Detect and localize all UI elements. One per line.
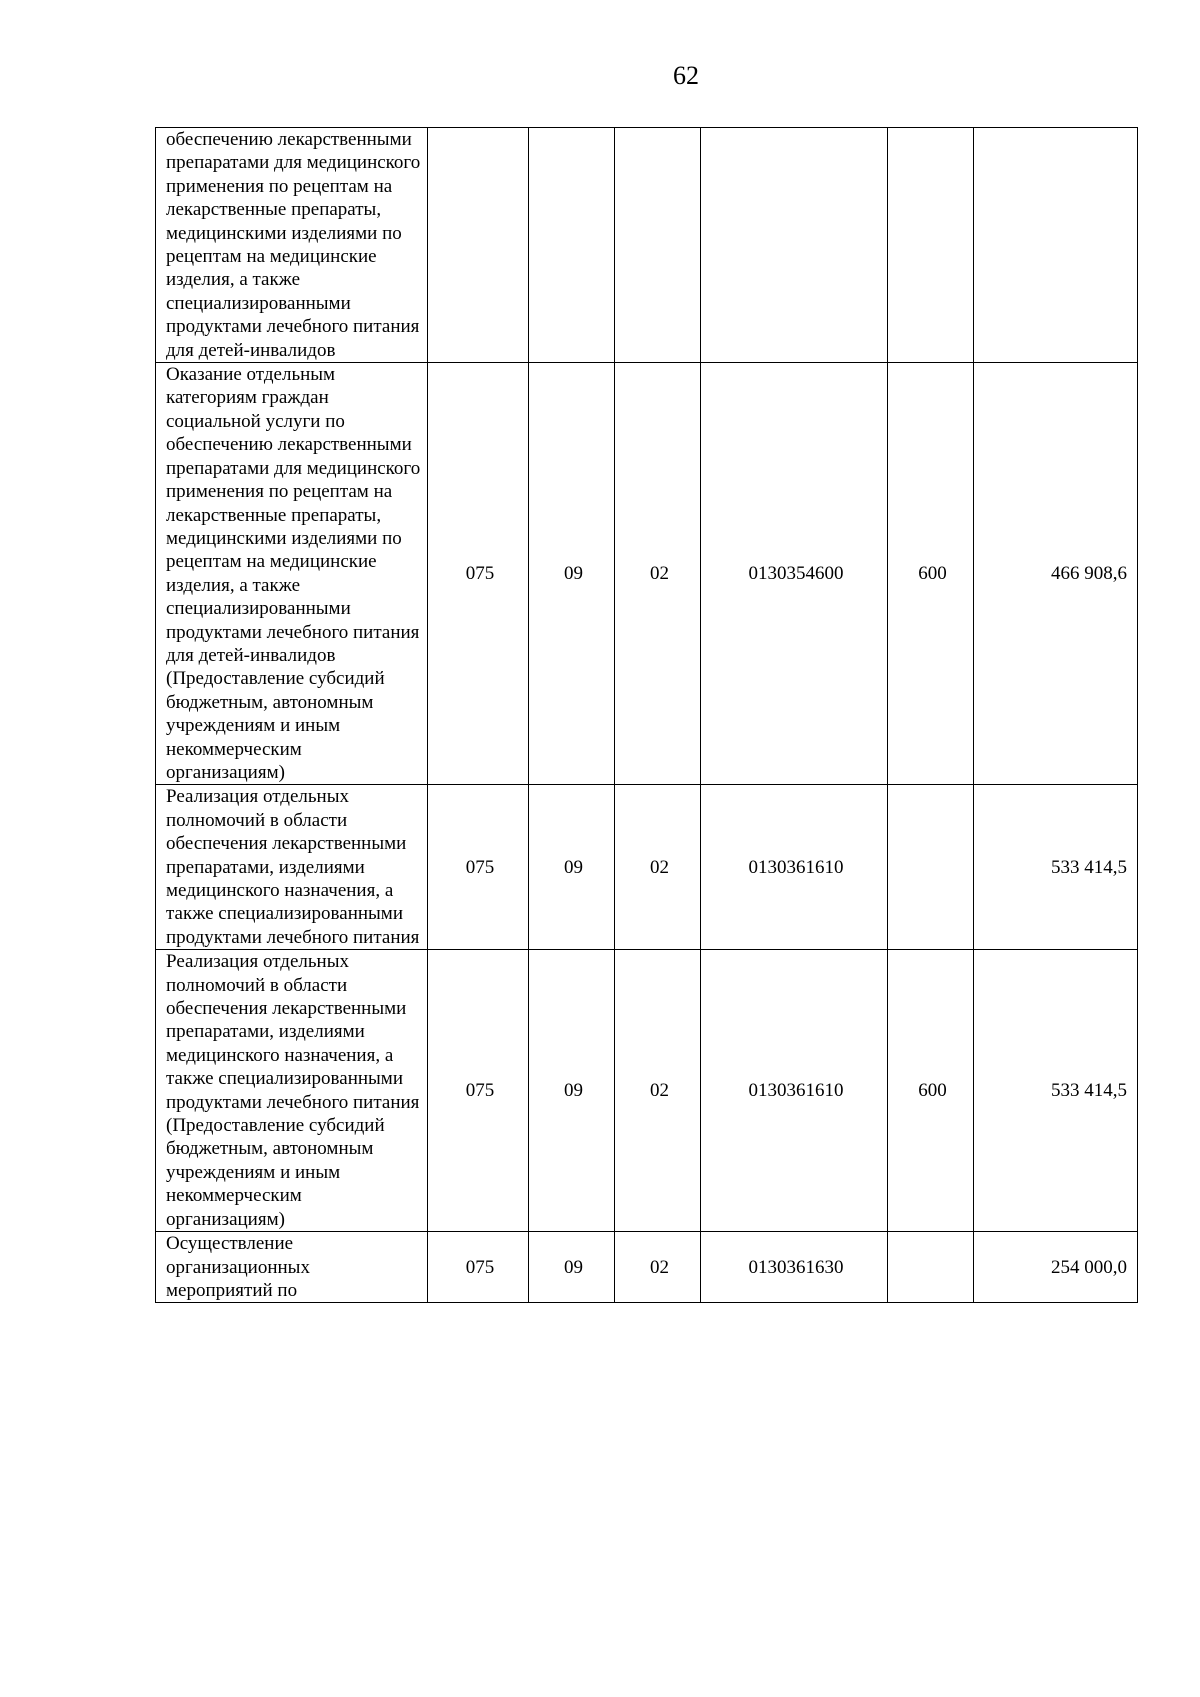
subsection-code: 02: [615, 785, 701, 950]
section-code: [529, 128, 615, 363]
ministry-code: 075: [428, 785, 529, 950]
row-name: Реализация отдельных полномочий в области обеспечения лекарственными препаратами, изделиями медицинского назначения, а также специализированными продуктами лечебного питания (Предоставление субсидий бюджетным, автономным учреждениям и иным некоммерческим организациям): [156, 950, 428, 1232]
expense-type-code: 600: [888, 363, 974, 785]
expense-type-code: 600: [888, 950, 974, 1232]
table-row: [156, 950, 1138, 1232]
amount: [974, 128, 1138, 363]
row-name: Осуществление организационных мероприятий по: [156, 1232, 428, 1303]
subsection-code: 02: [615, 1232, 701, 1303]
section-code: 09: [529, 785, 615, 950]
target-code: [701, 128, 888, 363]
subsection-code: 02: [615, 950, 701, 1232]
ministry-code: 075: [428, 1232, 529, 1303]
row-name: Реализация отдельных полномочий в области обеспечения лекарственными препаратами, изделиями медицинского назначения, а также специализированными продуктами лечебного питания: [156, 785, 428, 950]
amount: 466 908,6: [974, 363, 1138, 785]
target-code: 0130361610: [701, 950, 888, 1232]
target-code: 0130361610: [701, 785, 888, 950]
amount: 533 414,5: [974, 950, 1138, 1232]
row-name: обеспечению лекарственными препаратами для медицинского применения по рецептам на лекарственные препараты, медицинскими изделиями по рецептам на медицинские изделия, а также специализированными продуктами лечебного питания для детей-инвалидов: [156, 128, 428, 363]
ministry-code: 075: [428, 363, 529, 785]
budget-table: [155, 127, 1138, 1303]
target-code: 0130354600: [701, 363, 888, 785]
table-row: [156, 1232, 1138, 1303]
expense-type-code: [888, 785, 974, 950]
ministry-code: 075: [428, 950, 529, 1232]
expense-type-code: [888, 128, 974, 363]
target-code: 0130361630: [701, 1232, 888, 1303]
subsection-code: [615, 128, 701, 363]
section-code: 09: [529, 1232, 615, 1303]
table-row: [156, 785, 1138, 950]
section-code: 09: [529, 363, 615, 785]
amount: 533 414,5: [974, 785, 1138, 950]
table-row: [156, 363, 1138, 785]
amount: 254 000,0: [974, 1232, 1138, 1303]
subsection-code: 02: [615, 363, 701, 785]
expense-type-code: [888, 1232, 974, 1303]
page-number: 62: [673, 61, 699, 90]
row-name: Оказание отдельным категориям граждан социальной услуги по обеспечению лекарственными препаратами для медицинского применения по рецептам на лекарственные препараты, медицинскими изделиями по рецептам на медицинские изделия, а также специализированными продуктами лечебного питания для детей-инвалидов (Предоставление субсидий бюджетным, автономным учреждениям и иным некоммерческим организациям): [156, 363, 428, 785]
section-code: 09: [529, 950, 615, 1232]
table-row: [156, 128, 1138, 363]
ministry-code: [428, 128, 529, 363]
